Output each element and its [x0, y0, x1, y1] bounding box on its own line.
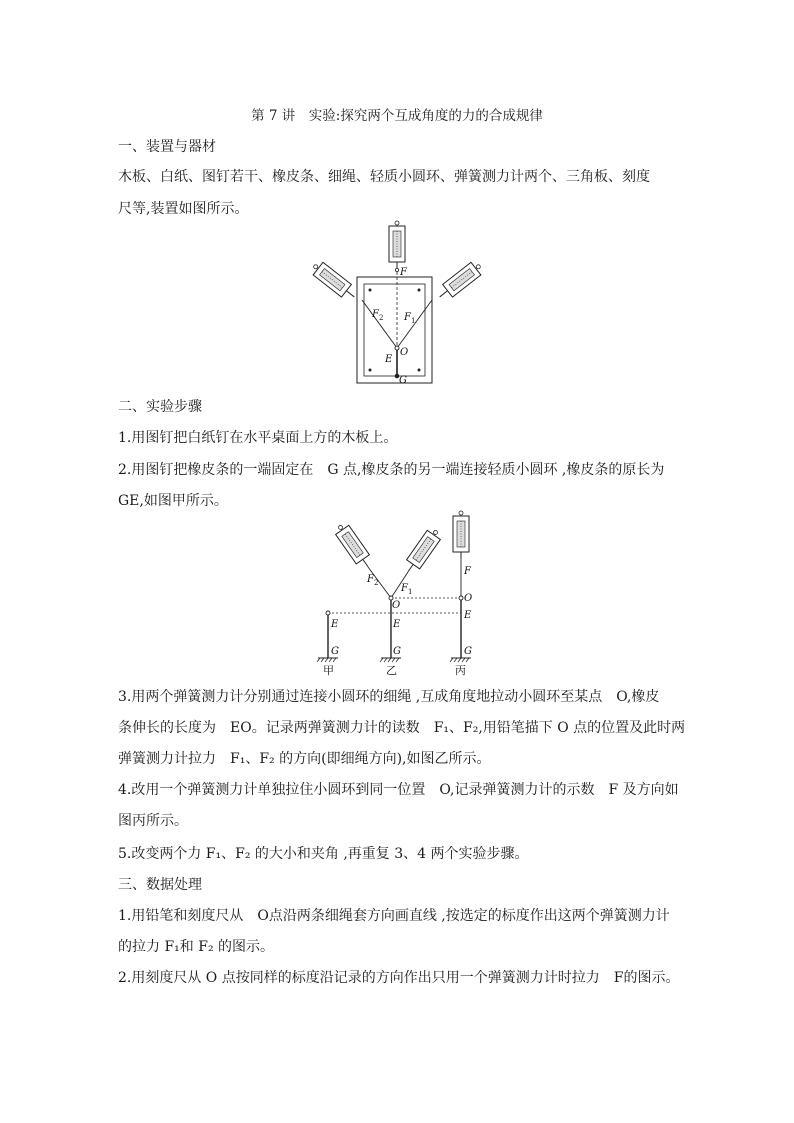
- data-item-2: 2.用刻度尺从 O 点按同样的标度沿记录的方向作出只用一个弹簧测力计时拉力 F的图示。: [118, 970, 680, 986]
- section-heading-steps: 二、实验步骤: [118, 399, 202, 415]
- fig2-caption-yi: 乙: [386, 664, 397, 677]
- fig2-label-F-bing: F: [464, 566, 471, 577]
- fig2-label-G-yi: G: [393, 646, 401, 657]
- spring-scale-yi-right-icon: [401, 526, 443, 576]
- fig1-label-F1: F: [404, 312, 411, 323]
- page-title: 第 7 讲 实验:探究两个互成角度的力的合成规律: [251, 108, 543, 124]
- section-heading-apparatus: 一、装置与器材: [118, 139, 216, 155]
- step-5: 5.改变两个力 F₁、F₂ 的大小和夹角 ,再重复 3、4 两个实验步骤。: [118, 846, 529, 862]
- fig2-label-G-jia: G: [331, 646, 339, 657]
- fig2-label-G-bing: G: [464, 646, 472, 657]
- fig2-label-F2-sub: 2: [374, 579, 379, 587]
- fig2-label-E-bing: E: [464, 610, 472, 621]
- fig2-caption-jia: 甲: [323, 664, 334, 677]
- step-2-line1: 2.用图钉把橡皮条的一端固定在 G 点,橡皮条的另一端连接轻质小圆环 ,橡皮条的原长为: [118, 462, 665, 478]
- step-1: 1.用图钉把白纸钉在水平桌面上方的木板上。: [118, 430, 398, 446]
- fig2-label-F2: F: [367, 574, 374, 585]
- data-item-1-line2: 的拉力 F₁和 F₂ 的图示。: [118, 939, 275, 955]
- step-3-line3: 弹簧测力计拉力 F₁、F₂ 的方向(即细绳方向),如图乙所示。: [118, 751, 491, 767]
- fig1-label-E: E: [385, 354, 393, 365]
- data-item-1-line1: 1.用铅笔和刻度尺从 O点沿两条细绳套方向画直线 ,按选定的标度作出这两个弹簧测力计: [118, 908, 670, 924]
- spring-scale-yi-left-icon: [333, 521, 375, 571]
- step-3-line2: 条伸长的长度为 EO。记录两弹簧测力计的读数 F₁、F₂,用铅笔描下 O 点的位置及此时两: [118, 720, 686, 736]
- fig2-label-F1-sub: 1: [408, 588, 413, 596]
- apparatus-text-line2: 尺等,装置如图所示。: [118, 201, 249, 217]
- fig1-label-F: F: [400, 267, 407, 278]
- setup-bing: [450, 511, 471, 662]
- fig2-label-O-yi: O: [392, 600, 401, 611]
- setup-yi: [333, 521, 443, 662]
- fig1-label-G: G: [399, 375, 407, 386]
- fig2-caption-bing: 丙: [455, 664, 466, 677]
- fig1-label-F2-sub: 2: [379, 314, 384, 322]
- apparatus-text-line1: 木板、白纸、图钉若干、橡皮条、细绳、轻质小圆环、弹簧测力计两个、三角板、刻度: [118, 169, 650, 185]
- fig1-label-F2: F: [372, 309, 379, 320]
- fig2-label-F1: F: [401, 583, 408, 594]
- step-2-line2: GE,如图甲所示。: [118, 493, 228, 509]
- fig1-label-F1-sub: 1: [411, 317, 416, 325]
- fig2-label-E-yi: E: [393, 619, 401, 630]
- spring-scale-bing-icon: [453, 511, 469, 558]
- step-4-line1: 4.改用一个弹簧测力计单独拉住小圆环到同一位置 O,记录弹簧测力计的示数 F 及方向如: [118, 782, 679, 798]
- fig2-label-E-jia: E: [331, 619, 339, 630]
- fig2-label-O-bing: O: [464, 593, 473, 604]
- step-4-line2: 图丙所示。: [118, 813, 188, 829]
- section-heading-data: 三、数据处理: [118, 877, 202, 893]
- fig1-label-O: O: [400, 347, 409, 358]
- step-3-line1: 3.用两个弹簧测力计分别通过连接小圆环的细绳 ,互成角度地拉动小圆环至某点 O,橡皮: [118, 689, 660, 705]
